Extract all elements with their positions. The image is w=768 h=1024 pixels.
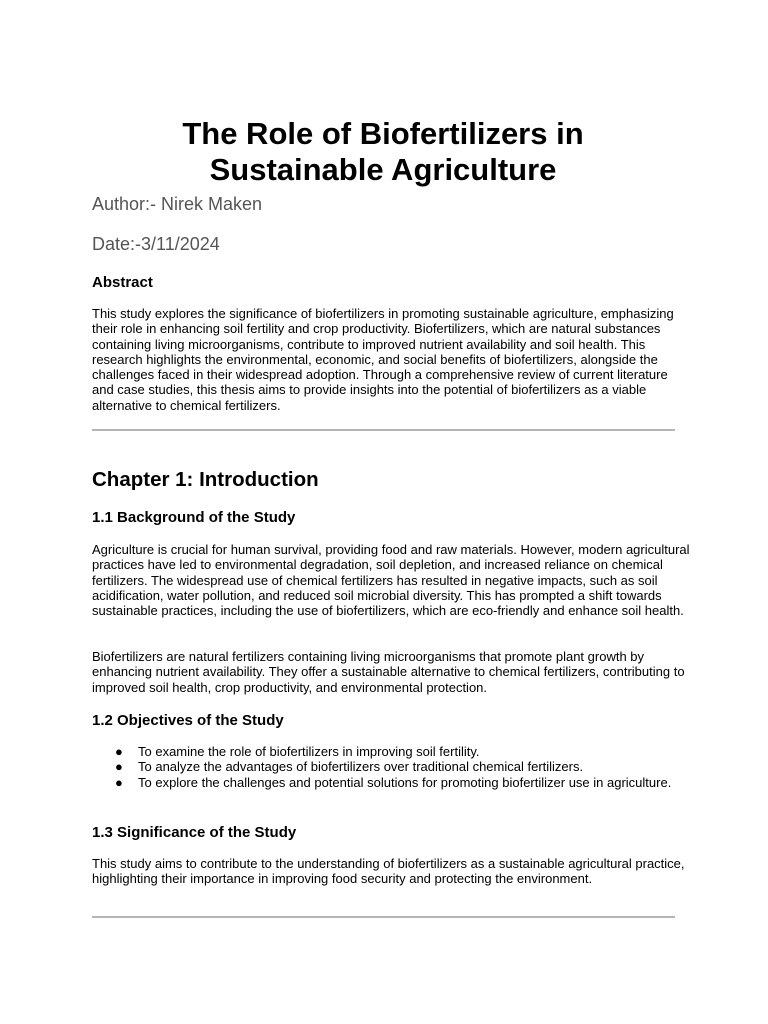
bullet-icon: ● [115, 774, 123, 790]
list-item-text: To examine the role of biofertilizers in improving soil fertility. [138, 744, 480, 759]
bullet-icon: ● [115, 759, 123, 775]
abstract-text: This study explores the significance of biofertilizers in promoting sustainable agriculture, emphasizing their role in enhancing soil fertility and crop productivity. Biofertilizers, which are natural substances containing living microorganisms, contribute to improved nutrient availability and soil health. This research highlights the environmental, economic, and social benefits of biofertilizers, alongside the challenges faced in their widespread adoption. Through a comprehensive review of current literature and case studies, this thesis aims to provide insights into the potential of biofertilizers as a viable alternative to chemical fertilizers. [92, 306, 674, 413]
objectives-list [92, 744, 672, 790]
background-paragraph: Agriculture is crucial for human survival, providing food and raw materials. However, modern agricultural practices have led to environmental degradation, soil depletion, and increased reliance on chemical fertilizers. The widespread use of chemical fertilizers has resulted in negative impacts, such as soil acidification, water pollution, and reduced soil microbial diversity. This has prompted a shift towards sustainable practices, including the use of biofertilizers, which are eco-friendly and enhance soil health. [92, 542, 690, 619]
list-item-text: To explore the challenges and potential solutions for promoting biofertilizer use in agriculture. [138, 774, 672, 790]
document-title: The Role of Biofertilizers in Sustainable Agriculture [182, 116, 584, 187]
list-item-text: To analyze the advantages of biofertilizers over traditional chemical fertilizers. [138, 759, 584, 775]
abstract-heading: Abstract [92, 274, 153, 291]
background-heading: 1.1 Background of the Study [92, 509, 296, 526]
date-line: Date:-3/11/2024 [92, 234, 220, 254]
background-paragraph: Biofertilizers are natural fertilizers containing living microorganisms that promote plant growth by enhancing nutrient availability. They offer a sustainable alternative to chemical fertilizers, contributing to improved soil health, crop productivity, and environmental protection. [92, 649, 685, 695]
significance-heading: 1.3 Significance of the Study [92, 824, 297, 841]
objectives-heading: 1.2 Objectives of the Study [92, 712, 284, 729]
section-divider [92, 429, 675, 431]
list-item [92, 775, 672, 790]
author-line: Author:- Nirek Maken [92, 194, 263, 214]
list-item [92, 744, 672, 759]
list-item [92, 759, 672, 774]
chapter-heading: Chapter 1: Introduction [92, 468, 319, 491]
bullet-icon: ● [115, 744, 123, 759]
significance-text: This study aims to contribute to the understanding of biofertilizers as a sustainable agricultural practice, highlighting their importance in improving food security and protecting the environment. [92, 856, 685, 887]
section-divider [92, 916, 675, 918]
